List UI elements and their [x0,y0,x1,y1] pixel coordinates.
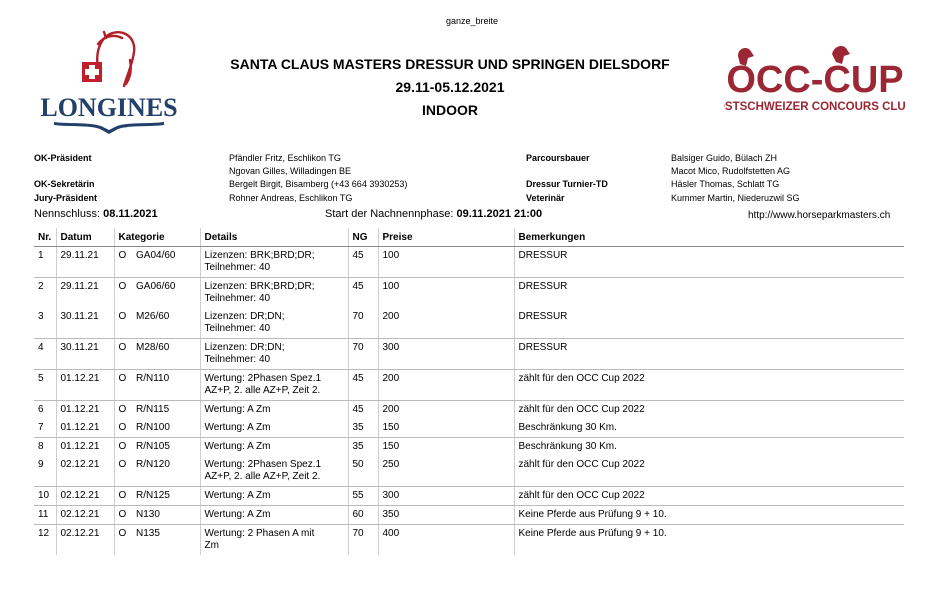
table-header-row [34,228,904,247]
cell-ng: 45 [348,370,378,401]
cell-kat: O [114,525,132,556]
details-line-1: Wertung: A Zm [204,441,271,452]
cell-kat: O [114,308,132,339]
cell-nr: 10 [34,487,56,506]
table-row [34,247,904,278]
cell-nr: 4 [34,339,56,370]
cell-details [200,278,348,309]
cell-preise: 100 [378,247,514,278]
jury-praesident-label: Jury-Präsident [34,193,98,203]
cell-datum: 29.11.21 [56,247,114,278]
page-note: ganze_breite [445,16,499,26]
cell-kat: O [114,401,132,420]
cell-nr: 5 [34,370,56,401]
nachnennphase-value: 09.11.2021 21:00 [456,208,543,220]
table-row [34,370,904,401]
cell-nr: 12 [38,528,50,539]
details-line-1: Wertung: 2Phasen Spez.1 [204,373,322,384]
cell-preise: 200 [378,401,514,420]
parcoursbauer-value-1: Balsiger Guido, Bülach ZH [671,153,778,163]
cell-preise: 400 [378,525,514,556]
details-line-1: Lizenzen: BRK;BRD;DR; [204,250,315,261]
details-line-1: Lizenzen: DR;DN; [204,311,285,322]
cell-datum: 01.12.21 [56,370,114,401]
event-dates: 29.11-05.12.2021 [395,79,505,95]
ok-sekretaerin-value: Bergelt Birgit, Bisamberg (+43 664 3930253) [229,179,408,189]
cell-bemerkungen: DRESSUR [514,308,904,339]
cell-details [200,308,348,339]
parcoursbauer-value-2: Macot Mico, Rudolfstetten AG [671,166,791,176]
cell-code: R/N115 [136,404,170,415]
svg-text:LONGINES: LONGINES [40,93,178,122]
svg-text:OCC-CUP: OCC-CUP [726,59,904,101]
cell-preise: 300 [378,487,514,506]
cell-code: R/N100 [132,419,200,438]
cell-nr: 6 [38,404,44,415]
cell-code: N135 [136,528,160,539]
cell-datum: 30.11.21 [56,308,114,339]
cell-ng: 45 [348,278,378,309]
table-row [34,308,904,339]
details-line-2: Teilnehmer: 40 [204,293,271,304]
event-title: SANTA CLAUS MASTERS DRESSUR UND SPRINGEN DIELSDORF [230,56,670,72]
header-kategorie: Kategorie [114,228,200,247]
table-row [34,525,904,556]
cell-details [200,419,348,438]
details-line-2: AZ+P, 2. alle AZ+P, Zeit 2. [204,471,321,482]
cell-nr: 9 [34,456,56,487]
cell-datum: 02.12.21 [56,525,114,556]
cell-code: R/N110 [132,370,200,401]
cell-code: N130 [132,506,200,525]
cell-nr: 2 [38,281,44,292]
details-line-1: Wertung: 2Phasen Spez.1 [204,459,322,470]
table-row [34,456,904,487]
details-line-2: Teilnehmer: 40 [204,323,271,334]
cell-code: R/N125 [132,487,200,506]
cell-preise: 350 [378,506,514,525]
cell-datum: 02.12.21 [56,506,114,525]
event-venue: INDOOR [422,102,478,118]
longines-logo [34,30,184,136]
table-row [34,278,904,309]
cell-bemerkungen: Beschränkung 30 Km. [514,438,904,457]
occ-cup-logo [724,44,906,116]
cell-code: R/N105 [136,441,170,452]
cell-preise: 250 [378,456,514,487]
cell-bemerkungen: Beschränkung 30 Km. [514,419,904,438]
cell-kat: O [114,247,132,278]
cell-details [200,438,348,457]
cell-bemerkungen: zählt für den OCC Cup 2022 [514,370,904,401]
cell-details [200,370,348,401]
cell-nr: 7 [34,419,56,438]
dressur-td-label: Dressur Turnier-TD [526,179,608,189]
cell-preise: 150 [378,419,514,438]
cell-datum: 01.12.21 [56,438,114,457]
cell-ng: 70 [348,339,378,370]
svg-text:OSTSCHWEIZER CONCOURS CLUB: OSTSCHWEIZER CONCOURS CLUB [724,101,906,113]
cell-datum: 02.12.21 [56,487,114,506]
website-link[interactable]: http://www.horseparkmasters.ch [748,210,891,221]
details-line-1: Wertung: A Zm [204,404,271,415]
cell-preise: 100 [378,278,514,309]
table-row [34,506,904,525]
details-line-1: Wertung: A Zm [204,422,271,433]
table-row [34,487,904,506]
dressur-td-value: Häsler Thomas, Schlatt TG [671,179,780,189]
table-row [34,419,904,438]
nachnennphase [325,208,542,220]
cell-nr: 1 [34,247,56,278]
header-nr: Nr. [34,228,56,247]
details-line-1: Lizenzen: DR;DN; [204,342,285,353]
cell-code: M26/60 [132,308,200,339]
cell-ng: 50 [348,456,378,487]
ok-praesident-value-2: Ngovan Gilles, Willadingen BE [229,166,352,176]
cell-preise: 150 [378,438,514,457]
details-line-2: Teilnehmer: 40 [204,262,271,273]
header-details: Details [200,228,348,247]
cell-code: M28/60 [132,339,200,370]
cell-kat: O [114,370,132,401]
cell-preise: 200 [378,370,514,401]
table-row [34,438,904,457]
cell-ng: 45 [348,247,378,278]
cell-kat: O [114,419,132,438]
details-line-2: Teilnehmer: 40 [204,354,271,365]
cell-bemerkungen: zählt für den OCC Cup 2022 [514,401,904,420]
details-line-1: Wertung: 2 Phasen A mit [204,528,315,539]
competition-table [34,228,904,555]
ok-sekretaerin-label: OK-Sekretärin [34,179,95,189]
ok-praesident-value-1: Pfändler Fritz, Eschlikon TG [229,153,341,163]
cell-datum: 30.11.21 [56,339,114,370]
cell-kat: O [114,506,132,525]
header-preise: Preise [378,228,514,247]
cell-code: GA06/60 [136,281,176,292]
parcoursbauer-label: Parcoursbauer [526,153,590,163]
cell-preise: 300 [378,339,514,370]
cell-ng: 70 [348,525,378,556]
cell-nr: 3 [34,308,56,339]
cell-kat: O [114,456,132,487]
cell-ng: 70 [348,308,378,339]
cell-details [200,247,348,278]
cell-preise: 200 [378,308,514,339]
cell-ng: 55 [348,487,378,506]
cell-kat: O [114,487,132,506]
veterinaer-value: Kummer Martin, Niederuzwil SG [671,193,800,203]
header-ng: NG [348,228,378,247]
veterinaer-label: Veterinär [526,193,565,203]
cell-bemerkungen: zählt für den OCC Cup 2022 [514,487,904,506]
cell-nr: 8 [38,441,44,452]
details-line-1: Wertung: A Zm [204,509,271,520]
cell-ng: 45 [348,401,378,420]
cell-bemerkungen: Keine Pferde aus Prüfung 9 + 10. [514,506,904,525]
table-row [34,339,904,370]
cell-bemerkungen: zählt für den OCC Cup 2022 [514,456,904,487]
table-row [34,401,904,420]
cell-code: R/N120 [132,456,200,487]
header-datum: Datum [56,228,114,247]
cell-nr: 11 [34,506,56,525]
cell-datum: 01.12.21 [56,401,114,420]
cell-details [200,525,348,556]
nennschluss [34,208,158,220]
cell-details [200,506,348,525]
cell-bemerkungen: DRESSUR [514,339,904,370]
details-line-2: AZ+P, 2. alle AZ+P, Zeit 2. [204,385,321,396]
header-bemerkungen: Bemerkungen [514,228,904,247]
jury-praesident-value: Rohner Andreas, Eschlikon TG [229,193,353,203]
details-line-1: Wertung: A Zm [204,490,271,501]
cell-bemerkungen: DRESSUR [514,278,904,309]
details-line-2: Zm [204,540,219,551]
cell-kat: O [114,278,132,309]
cell-ng: 35 [348,419,378,438]
cell-details [200,339,348,370]
cell-code: GA04/60 [132,247,200,278]
cell-datum: 01.12.21 [56,419,114,438]
cell-bemerkungen: DRESSUR [514,247,904,278]
nennschluss-label: Nennschluss: [34,208,101,220]
cell-details [200,401,348,420]
ok-praesident-label: OK-Präsident [34,153,92,163]
nennschluss-value: 08.11.2021 [103,208,158,220]
cell-kat: O [114,438,132,457]
cell-details [200,456,348,487]
cell-ng: 35 [348,438,378,457]
cell-bemerkungen: Keine Pferde aus Prüfung 9 + 10. [514,525,904,556]
details-line-1: Lizenzen: BRK;BRD;DR; [204,281,315,292]
cell-ng: 60 [348,506,378,525]
cell-datum: 29.11.21 [56,278,114,309]
nachnennphase-label: Start der Nachnennphase: [325,208,454,220]
cell-kat: O [114,339,132,370]
event-title-block [190,53,710,122]
cell-details [200,487,348,506]
cell-datum: 02.12.21 [56,456,114,487]
